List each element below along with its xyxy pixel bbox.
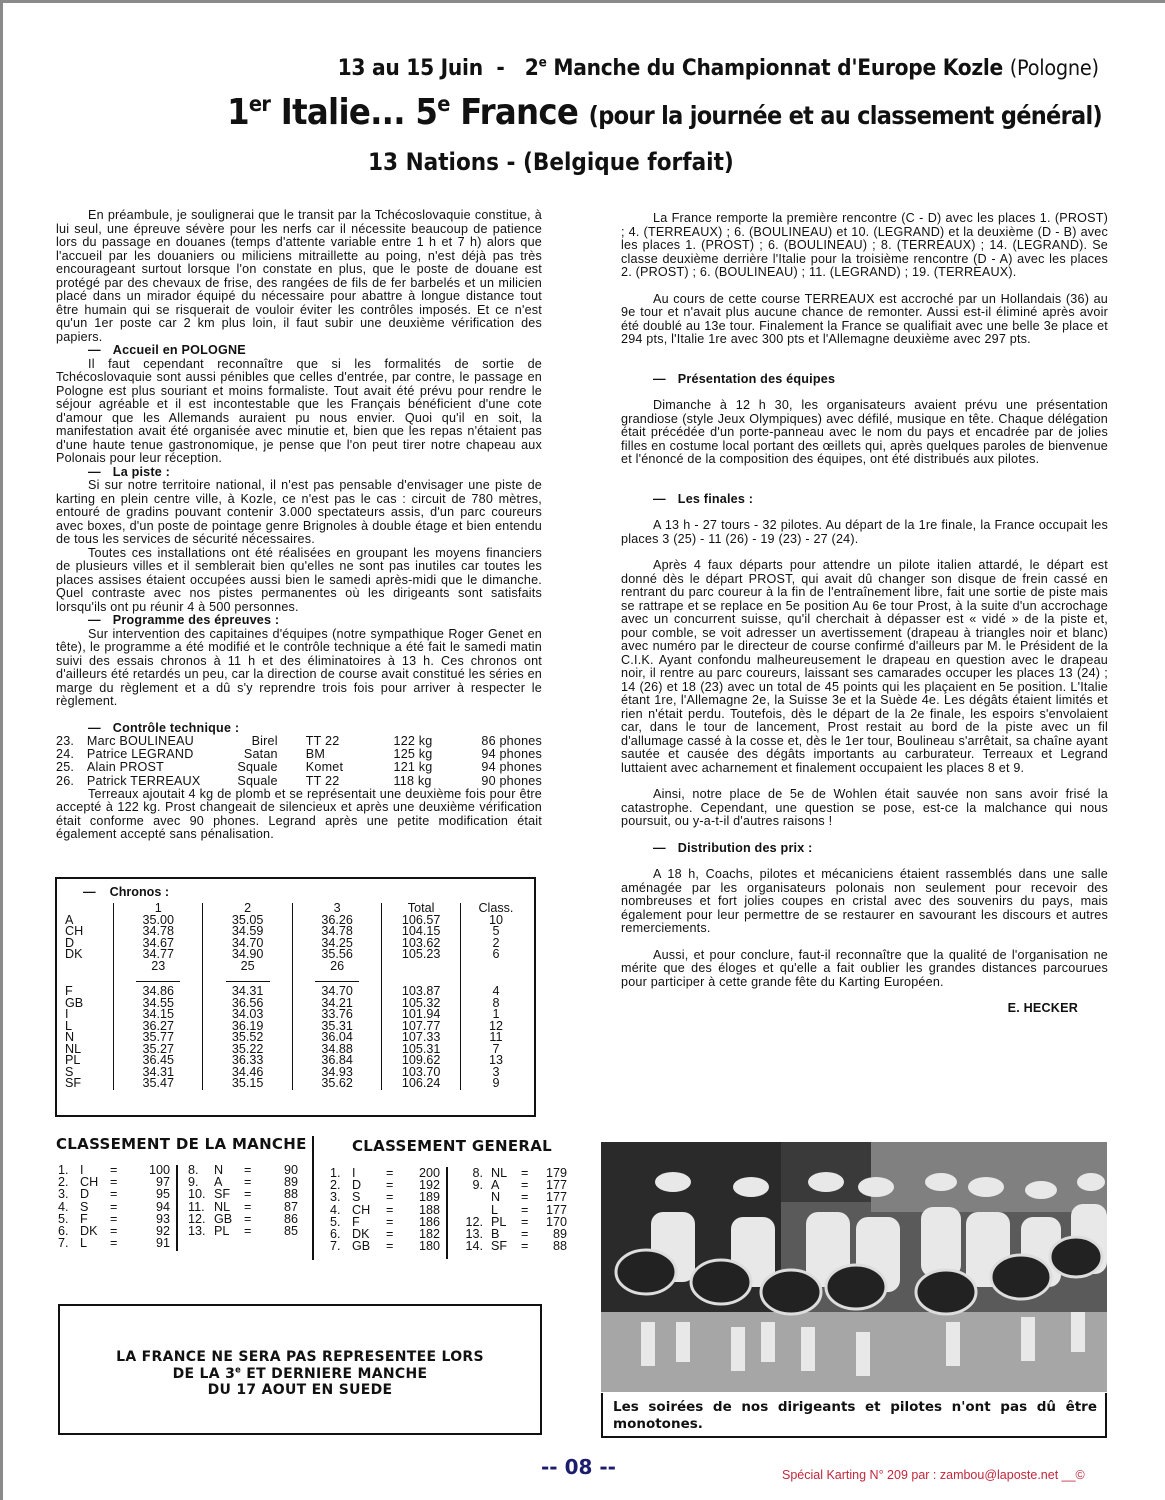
paragraph: En préambule, je soulignerai que le transit par la Tchécoslovaquie constitue, à lui seul, une épreuve sévère pour les nerfs car il nécessite beaucoup de patience lors du passage en douanes (temps d'attente variable entre 1 h et 7 h) alors que l'accueil par les douaniers ou miliciens mitraillette au poing, n'est déjà pas très encourageant surtout lorsque l'on constate en plus, que le poste de douane est protégé par des chevaux de frise, des rangées de fils de fer barbelés et un milicien placé dans un mirador équipé du nécessaire pour abattre à longue distance tout être humain qui se risquerait de vouloir éviter les contrôles imposés. Et ce n'est qu'un 1er poste car 2 km plus loin, il faut subir une deuxième vérification des papiers. bbox=[56, 208, 542, 344]
table-row: 1. I = 200 bbox=[330, 1166, 440, 1180]
paragraph: Ainsi, notre place de 5e de Wohlen était sauvée non sans avoir frisé la catastrophe. Cependant, une question se pose, est-ce la malchance qui nous poursuit, ou y-a-t-il d'autres raisons ! bbox=[621, 787, 1108, 828]
table-row: 3. S = 189 bbox=[330, 1190, 440, 1205]
table-row: 25. Alain PROST Squale Komet 121 kg 94 phones bbox=[56, 760, 542, 775]
page-number: -- 08 -- bbox=[541, 1455, 616, 1479]
classement-manche-left bbox=[58, 1164, 170, 1249]
notice-line: DU 17 AOUT EN SUEDE bbox=[207, 1382, 393, 1398]
paragraph: Après 4 faux départs pour attendre un pilote italien attardé, le départ est donné dès le départ PROST, qui avait dû changer son disque de frein cassé en rentrant du parc coureur à la fin de l'entraînement libre, fait une sortie de piste mais se rattrape et se replace en 5e position Au 6e tour Prost, à la suite d'un accrochage avec un concurrent suisse, qu'il cherchait à dépasser est « vidé » de la piste et, pour comble, se voit adresser un avertissement (drapeau à triangles noir et blanc) avec numéro par le directeur de course confirmé d'ailleurs par M. le Président de la C.I.K. Ayant confondu malheureusement le drapeau en question avec le drapeau noir, il rentre au parc coureurs, laissant ses camarades occuper les places 13 (24) ; 14 (26) et 18 (23) avec un total de 45 points qui les plaçaient en 5e position. L'Italie étant 1re, l'Allemagne 2e, la Suisse 3e et la Suède 4e. Les dégâts étaient limités et rien n'était perdu. Toutefois, dès le départ de la 2e finale, les espoirs s'envolaient car, dans le tour de lancement, Prost restait au bord de la piste avec un fil d'allumage cassé à la cosse et, dès le 1er tour, Boulineau s'arrêtait, sa chaîne ayant sautée et causée des dégâts importants au carburateur. Terreaux et Legrand luttaient avec acharnement et finalement occupaient les places 8 et 9. bbox=[621, 558, 1108, 775]
table-row: PL 36.45 36.33 36.84 109.62 13 bbox=[63, 1055, 531, 1067]
chronos-title: — Chronos : bbox=[83, 885, 170, 899]
technical-control-table bbox=[56, 735, 542, 788]
classement-general-right bbox=[455, 1167, 567, 1252]
table-row: 2. D = 192 bbox=[330, 1178, 440, 1193]
table-row: 14. SF = 88 bbox=[465, 1239, 567, 1254]
table-row: 7. L = 91 bbox=[58, 1236, 170, 1251]
table-row: 6. DK = 182 bbox=[330, 1227, 440, 1242]
underline-row bbox=[63, 972, 531, 986]
notice-box bbox=[58, 1304, 542, 1435]
headline-dates: 13 au 15 Juin - bbox=[337, 56, 505, 81]
majorettes-photo bbox=[601, 1142, 1107, 1392]
divider bbox=[446, 1167, 448, 1259]
table-row: L 36.27 36.19 35.31 107.77 12 bbox=[63, 1021, 531, 1033]
table-row: 4. CH = 188 bbox=[330, 1202, 440, 1217]
paragraph: A 18 h, Coachs, pilotes et mécaniciens étaient rassemblés dans une salle aménagée par les organisateurs polonais non seulement pour recevoir des nombreuses et fort jolies coupes en cristal avec des souvenirs du pays, mais également pour leur permettre de se restaurer en savourant les discours et autres remerciements. bbox=[621, 867, 1108, 935]
headline-nations: 13 Nations - (Belgique forfait) bbox=[368, 148, 734, 176]
table-header-row: 1 2 3 Total Class. bbox=[63, 903, 531, 915]
table-row: 10. SF = 88 bbox=[188, 1187, 298, 1202]
table-row: 2. CH = 97 bbox=[58, 1175, 170, 1190]
credit-line: Spécial Karting N° 209 par : zambou@laposte.net __© bbox=[782, 1468, 1085, 1482]
table-row: L = 177 bbox=[491, 1202, 567, 1217]
right-article-column bbox=[621, 212, 1108, 1016]
table-row: 7. GB = 180 bbox=[330, 1239, 440, 1254]
table-row: 6. DK = 92 bbox=[58, 1224, 170, 1239]
table-row: SF 35.47 35.15 35.62 106.24 9 bbox=[63, 1078, 531, 1090]
classement-general-left bbox=[330, 1167, 440, 1252]
section-heading-accueil: — Accueil en POLOGNE bbox=[88, 343, 246, 357]
table-row: I 34.15 34.03 33.76 101.94 1 bbox=[63, 1009, 531, 1021]
table-row: 3. D = 95 bbox=[58, 1187, 170, 1202]
paragraph: La France remporte la première rencontre (C - D) avec les places 1. (PROST) ; 4. (TERREAUX) ; 6. (BOULINEAU) et 10. (LEGRAND) et la deuxième (D - B) avec les places 1. (PROST) ; 6. (BOULINEAU) ; 8. (TERREAUX) ; 14. (LEGRAND). Se classe deuxième derrière l'Italie pour la troisième rencontre (D - A) avec les places 2. (PROST) ; 6. (BOULINEAU) ; 11. (LEGRAND) ; 19. (TERREAUX). bbox=[621, 211, 1108, 279]
paragraph: Aussi, et pour conclure, faut-il reconnaître que la qualité de l'organisation ne mérite que des éloges et qu'elle a fait oublier les grandes distances parcourues pour participer à cette grande fête du Karting Européen. bbox=[621, 947, 1108, 989]
left-article-column bbox=[56, 209, 542, 842]
section-heading-programme: — Programme des épreuves : bbox=[88, 613, 280, 627]
table-row: 9. A = 177 bbox=[472, 1178, 567, 1193]
table-row: 8. N = 90 bbox=[188, 1163, 298, 1177]
headline-event: 13 au 15 Juin - 2e Manche du Championnat d'Europe Kozle (Pologne) bbox=[337, 55, 1099, 81]
paragraph: Terreaux ajoutait 4 kg de plomb et se représentait une deuxième fois pour être accepté à 122 kg. Prost changeait de silencieux et après une deuxième vérification était conforme avec 90 phones. Legrand après une petite modification était également accepté sans pénalisation. bbox=[56, 786, 542, 842]
classement-manche-title: CLASSEMENT DE LA MANCHE bbox=[56, 1135, 307, 1153]
section-heading-piste: — La piste : bbox=[88, 464, 171, 479]
notice-line: LA FRANCE NE SERA PAS REPRESENTEE LORS bbox=[116, 1349, 484, 1365]
chronos-table-box bbox=[55, 877, 536, 1117]
table-row: D 34.67 34.70 34.25 103.62 2 bbox=[63, 938, 531, 950]
divider bbox=[312, 1136, 314, 1260]
paragraph: Au cours de cette course TERREAUX est accroché par un Hollandais (36) au 9e tour et n'avait plus aucune chance de remonter. Aussi est-il éliminé après avoir été doublé au 13e tour. Finalement la France se qualifiait avec une belle 3e place et 294 pts, l'Italie 1re avec 300 pts et l'Allemagne deuxième avec 297 pts. bbox=[621, 291, 1108, 346]
french-driver-numbers-row: 23 25 26 bbox=[63, 961, 531, 973]
headline-results: 1er Italie... 5e France (pour la journée et au classement général) bbox=[227, 92, 1102, 133]
table-row: GB 34.55 36.56 34.21 105.32 8 bbox=[63, 998, 531, 1010]
paragraph: Toutes ces installations ont été réalisées en groupant les moyens financiers de plusieurs villes et il semblerait bien qu'elles ne sont pas inutiles car toutes les places assises étaient occupées aussi bien le samedi après-midi que le dimanche. Quel contraste avec nos pistes permanentes où les dirigeants sont satisfaits lorsqu'ils ont pu réunir 4 à 500 personnes. bbox=[56, 545, 542, 614]
author-signature: E. HECKER bbox=[1007, 1001, 1078, 1015]
classement-general-title: CLASSEMENT GENERAL bbox=[352, 1137, 553, 1155]
paragraph: Dimanche à 12 h 30, les organisateurs avaient prévu une présentation grandiose (style Jeux Olympiques) avec défilé, musique en tête. Chaque délégation était précédée d'un porte-panneau avec le nom du pays et encadrée par de jolies filles en costume local portant des œillets qui, après quelques paroles de bienvenue et l'énoncé de la composition des équipes, ont été distribués aux pilotes. bbox=[621, 398, 1108, 466]
table-row: 13. PL = 85 bbox=[188, 1224, 298, 1239]
table-row: 24. Patrice LEGRAND Satan BM 125 kg 94 phones bbox=[56, 747, 542, 762]
table-row: F 34.86 34.31 34.70 103.87 4 bbox=[63, 986, 531, 998]
chronos-table bbox=[63, 903, 531, 1090]
paragraph: Il faut cependant reconnaître que si les formalités de sortie de Tchécoslovaquie sont aussi pénibles que celles d'entrée, par contre, le passage en Pologne est plus souriant et moins formaliste. Tout avait été prévu pour rendre le séjour agréable et il est incontestable que les Français bénéficient d'une cote d'amour que les Allemands auraient pu nous envier. Quoi qu'il en soit, la manifestation avait été organisée avec minutie et, bien que les repas n'étaient pas d'une haute tenue gastronomique, je pense que l'on peut tirer notre chapeau aux Polonais pour leur réception. bbox=[56, 356, 542, 465]
paragraph: Sur intervention des capitaines d'équipes (notre sympathique Roger Genet en tête), le programme a été modifié et le contrôle technique a été fait le samedi matin suivi des essais chronos à 11 h et des éliminatoires à 13 h. Ces chronos ont d'ailleurs été retardés un peu, car la direction de course avait constitué les séries en marge du règlement et a dû s'y reprendre trois fois pour arriver à respecter le règlement. bbox=[56, 626, 542, 708]
section-heading-controle: — Contrôle technique : bbox=[88, 720, 240, 735]
table-row: 12. GB = 86 bbox=[188, 1211, 298, 1226]
table-row: 13. B = 89 bbox=[465, 1227, 567, 1242]
section-heading-presentation: — Présentation des équipes bbox=[653, 371, 836, 386]
notice-line: DE LA 3e ET DERNIERE MANCHE bbox=[172, 1363, 428, 1382]
table-row: 11. NL = 87 bbox=[188, 1199, 298, 1214]
section-heading-finales: — Les finales : bbox=[653, 491, 754, 506]
table-row: 9. A = 89 bbox=[188, 1175, 298, 1190]
classement-manche-right bbox=[188, 1164, 298, 1237]
table-row: 12. PL = 170 bbox=[465, 1214, 567, 1229]
paragraph: Si sur notre territoire national, il n'est pas pensable d'envisager une piste de karting en plein centre ville, à Kozle, ce n'est pas le cas : circuit de 780 mètres, entouré de gradins pouvant contenir 3.000 spectateurs assis, d'un parc coureurs avec boxes, d'un poste de pointage genre Brignoles à double étage et bien entendu de tous les services de sécurité nécessaires. bbox=[56, 478, 542, 546]
table-row: S 34.31 34.46 34.93 103.70 3 bbox=[63, 1067, 531, 1079]
table-row: A 35.00 35.05 36.26 106.57 10 bbox=[63, 915, 531, 927]
table-row: 5. F = 186 bbox=[330, 1214, 440, 1229]
table-row: 4. S = 94 bbox=[58, 1199, 170, 1214]
table-row: 26. Patrick TERREAUX Squale TT 22 118 kg 90 phones bbox=[56, 773, 542, 788]
paragraph: A 13 h - 27 tours - 32 pilotes. Au départ de la 1re finale, la France occupait les places 3 (25) - 11 (26) - 19 (23) - 27 (24). bbox=[621, 518, 1108, 546]
table-row: NL 35.27 35.22 34.88 105.31 7 bbox=[63, 1044, 531, 1056]
section-heading-prix: — Distribution des prix : bbox=[653, 840, 813, 855]
drum-majorettes-image-icon bbox=[601, 1142, 1107, 1392]
table-row: N = 177 bbox=[491, 1190, 567, 1205]
table-row: N 35.77 35.52 36.04 107.33 11 bbox=[63, 1032, 531, 1044]
page-frame-top bbox=[0, 0, 1165, 3]
table-row: 5. F = 93 bbox=[58, 1211, 170, 1226]
photo-caption: Les soirées de nos dirigeants et pilotes n'ont pas dû être monotones. bbox=[601, 1393, 1107, 1438]
table-row: 1. I = 100 bbox=[58, 1163, 170, 1177]
table-row: DK 34.77 34.90 35.56 105.23 6 bbox=[63, 949, 531, 961]
table-row: CH 34.78 34.59 34.78 104.15 5 bbox=[63, 926, 531, 938]
page-frame-left bbox=[0, 0, 3, 1500]
divider bbox=[176, 1165, 178, 1251]
table-row: 23. Marc BOULINEAU Birel TT 22 122 kg 86 phones bbox=[56, 734, 542, 748]
table-row: 8. NL = 179 bbox=[472, 1166, 567, 1180]
